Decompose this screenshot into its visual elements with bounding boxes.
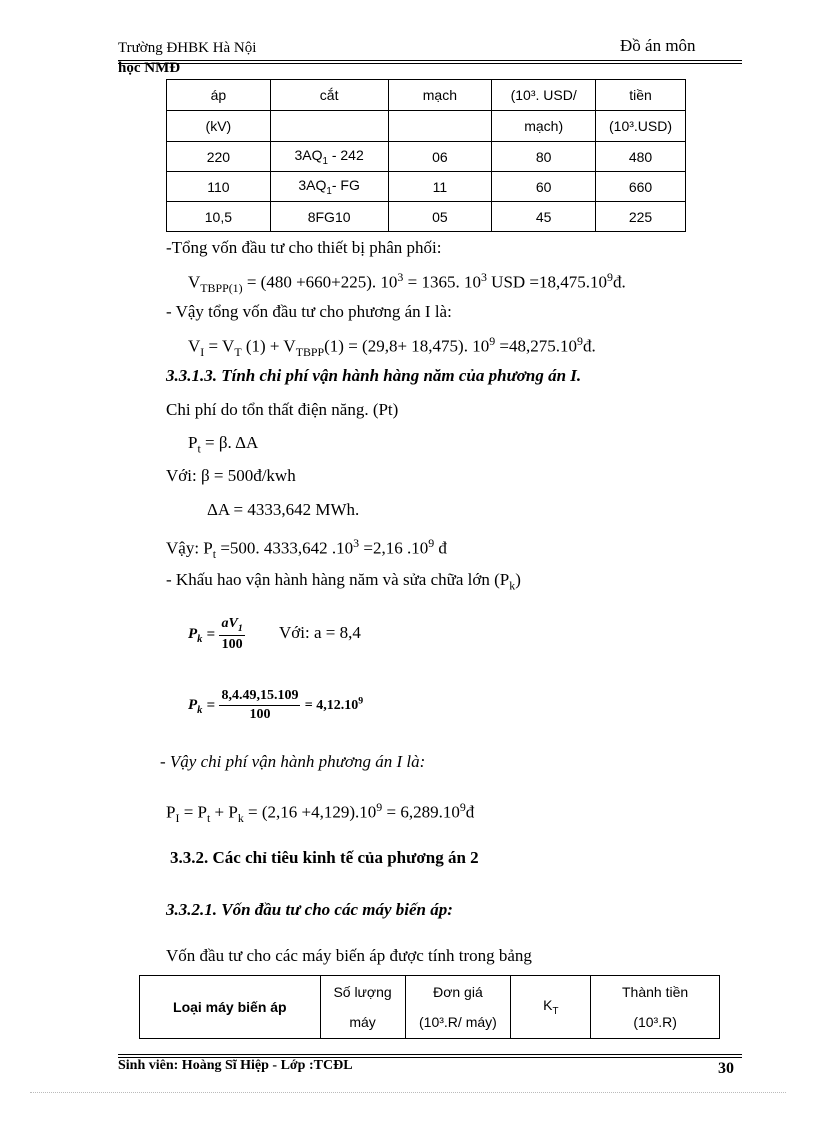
voltage-cell: 110 bbox=[167, 172, 271, 202]
table-header-row bbox=[167, 80, 686, 111]
delta-a-line: ΔA = 4333,642 MWh. bbox=[207, 500, 360, 519]
table-row bbox=[167, 202, 686, 232]
header-cell: cắt bbox=[270, 80, 388, 111]
footer-rule bbox=[118, 1054, 742, 1055]
distribution-investment-line: -Tổng vốn đầu tư cho thiết bị phân phối: bbox=[166, 238, 442, 257]
table-header-row bbox=[167, 111, 686, 142]
total-investment-formula: $V_I = V_T$ $(1) + V_{TBPP}(1) = (29,8+ 18,475)$. $10^9$ $=48,275.10^9đ$. bbox=[188, 334, 596, 360]
header-title-continued: học NMĐ bbox=[118, 60, 181, 76]
header-title: Đồ án môn bbox=[620, 36, 696, 55]
header-cell: (kV) bbox=[167, 111, 271, 142]
a-value-note: Với: a = 8,4 bbox=[278, 623, 361, 643]
header-school: Trường ĐHBK Hà Nội bbox=[118, 40, 257, 56]
header-cell: tiền bbox=[596, 80, 686, 111]
breaker-cell: $3AQ_1 - 242$ bbox=[270, 142, 388, 172]
pi-formula: $P_I = P_t + P_k = (2,16 +4,129).10^9$ = $6,289.10^9đ$ bbox=[166, 800, 475, 826]
header-cell: áp bbox=[167, 80, 271, 111]
transformer-cost-table bbox=[139, 975, 720, 1039]
unit-price-cell: 60 bbox=[492, 172, 596, 202]
header-cell: (10³. USD/ bbox=[492, 80, 596, 111]
table-row bbox=[167, 142, 686, 172]
pk-fraction: $\frac{aV_1}{100}$ bbox=[221, 616, 243, 652]
total-cell: 480 bbox=[596, 142, 686, 172]
pt-result-line: Vậy: $P_t =500$. 4333,642 $.10^3 =2,16$ $.10^9$ đ bbox=[166, 536, 447, 562]
breaker-cell: 8FG10 bbox=[270, 202, 388, 232]
switchgear-cost-table bbox=[166, 79, 686, 232]
energy-loss-cost-line: Chi phí do tổn thất điện năng. (Pt) bbox=[166, 400, 399, 419]
header-rule bbox=[118, 60, 742, 61]
pk-formula-general: $P_k$ = $\frac{aV_1}{100}$ Với: a = 8,4 bbox=[188, 616, 361, 652]
unit-price-cell: 80 bbox=[492, 142, 596, 172]
header-cell: mạch bbox=[388, 80, 492, 111]
breaker-cell: $3AQ_1-$ FG bbox=[270, 172, 388, 202]
section-heading-3-3-2: 3.3.2. Các chỉ tiêu kinh tế của phương án 2 bbox=[170, 848, 479, 867]
header-cell bbox=[270, 111, 388, 142]
header-rule-second bbox=[118, 63, 742, 64]
circuits-cell: 11 bbox=[388, 172, 492, 202]
total-cell: 225 bbox=[596, 202, 686, 232]
page-edge-dotted-line bbox=[30, 1092, 786, 1093]
beta-line: Với: β = 500đ/kwh bbox=[166, 466, 296, 485]
unit-price-cell: 45 bbox=[492, 202, 596, 232]
operating-cost-conclusion: - Vậy chi phí vận hành phương án I là: bbox=[160, 752, 426, 771]
pt-formula: $P_t = \beta$. ΔA bbox=[188, 433, 259, 456]
section-heading-3-3-1-3: 3.3.1.3. Tính chi phí vận hành hàng năm của phương án I. bbox=[166, 366, 582, 385]
header-cell-unit-price: Đơn giá (10³.R/ máy) bbox=[405, 976, 511, 1039]
header-cell-type: Loại máy biến áp bbox=[140, 976, 321, 1039]
table-header-row bbox=[140, 976, 720, 1039]
section-heading-3-3-2-1: 3.3.2.1. Vốn đầu tư cho các máy biến áp: bbox=[166, 900, 453, 919]
page-number: 30 bbox=[718, 1060, 734, 1077]
footer-student: Sinh viên: Hoàng Sĩ Hiệp - Lớp :TCĐL bbox=[118, 1058, 353, 1073]
depreciation-line: - Khấu hao vận hành hàng năm và sửa chữa lớn $(P_k)$ bbox=[166, 570, 521, 593]
circuits-cell: 05 bbox=[388, 202, 492, 232]
pk-numeric-fraction: $\frac{8,4.49,15.109}{100}$ bbox=[221, 688, 299, 722]
header-cell: mạch) bbox=[492, 111, 596, 142]
header-cell: (10³.USD) bbox=[596, 111, 686, 142]
total-investment-line: - Vậy tổng vốn đầu tư cho phương án I là: bbox=[166, 302, 452, 321]
pk-formula-numeric: $P_k$ = $\frac{8,4.49,15.109}{100}$ = $4,12.10^9$ bbox=[188, 688, 364, 722]
header-cell-kt: $K_T$ bbox=[511, 976, 591, 1039]
transformer-investment-line: Vốn đầu tư cho các máy biến áp được tính trong bảng bbox=[166, 946, 532, 965]
header-cell-total: Thành tiền (10³.R) bbox=[591, 976, 720, 1039]
table-row bbox=[167, 172, 686, 202]
header-cell-quantity: Số lượng máy bbox=[320, 976, 405, 1039]
circuits-cell: 06 bbox=[388, 142, 492, 172]
voltage-cell: 220 bbox=[167, 142, 271, 172]
voltage-cell: 10,5 bbox=[167, 202, 271, 232]
total-cell: 660 bbox=[596, 172, 686, 202]
header-cell bbox=[388, 111, 492, 142]
distribution-investment-formula: $V_{TBPP(1)} = (480 +660+225)$. $10^3 = 1365$. $10^3$ USD $=18,475.10^9đ$. bbox=[188, 270, 626, 296]
